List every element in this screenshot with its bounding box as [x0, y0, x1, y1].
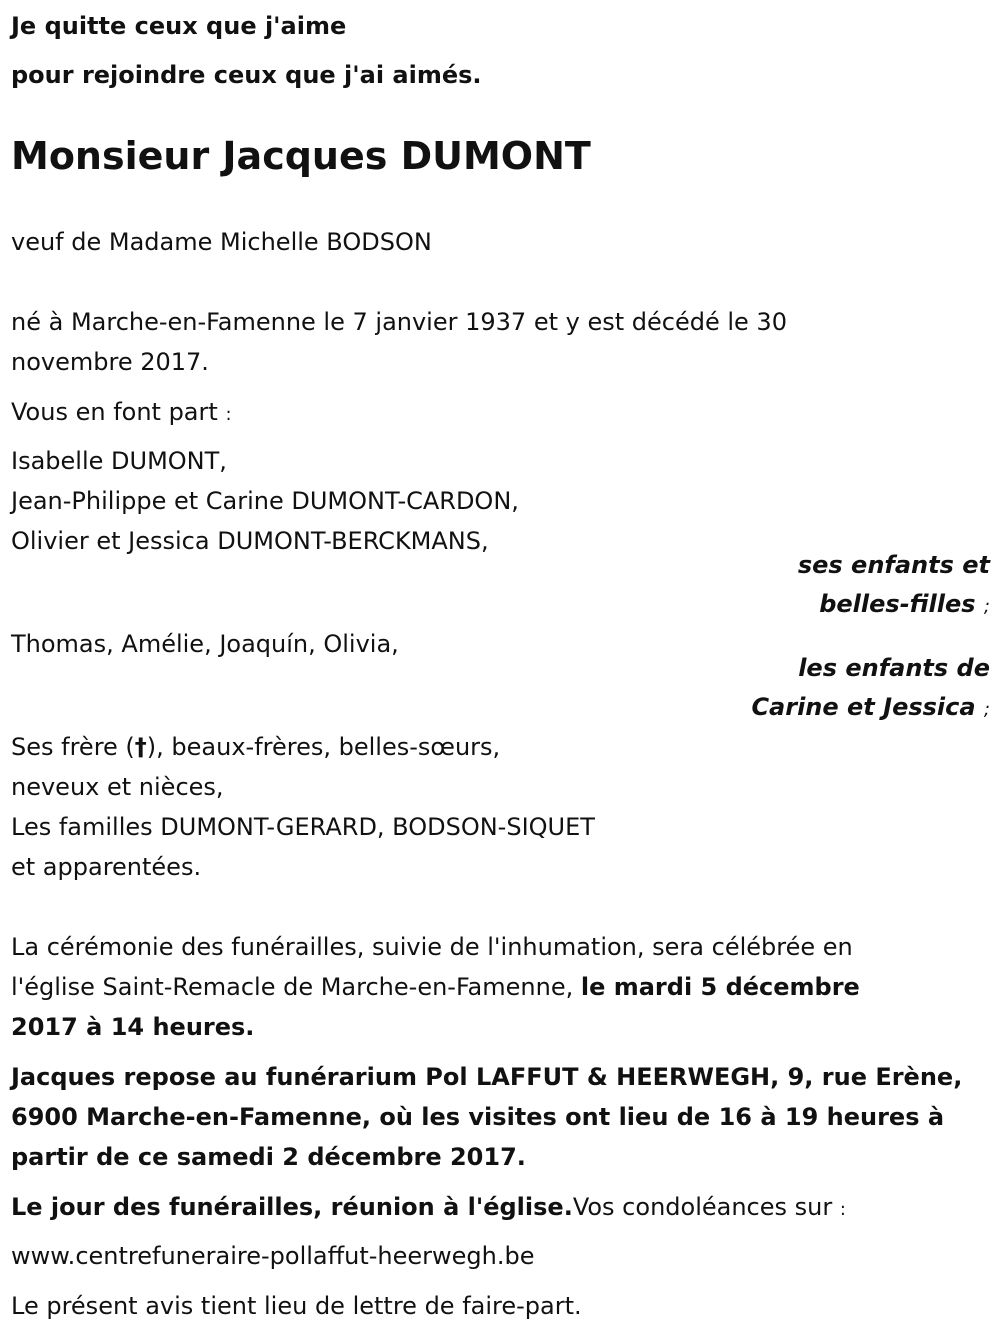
website-link[interactable]: www.centrefuneraire-pollaffut-heerwegh.be: [11, 1242, 535, 1270]
grandchildren-role-line-2: [751, 687, 990, 730]
birth-death-line-1: né à Marche-en-Famenne le 7 janvier 1937 et y est décédé le 30: [11, 308, 787, 336]
child-line-2: Jean-Philippe et Carine DUMONT-CARDON,: [11, 487, 519, 515]
ceremony-line-2: [11, 967, 860, 1007]
visitation-line-1: Jacques repose au funérarium Pol LAFFUT & HEERWEGH, 9, rue Erène,: [11, 1063, 963, 1091]
ceremony-line-3: 2017 à 14 heures.: [11, 1013, 255, 1041]
children-role-punct: ;: [983, 596, 990, 617]
child-line-1: Isabelle DUMONT,: [11, 447, 227, 475]
ceremony-date: le mardi 5 décembre: [580, 973, 860, 1001]
announce-intro-text: Vous en font part: [11, 398, 218, 426]
birth-death-line-2: novembre 2017.: [11, 348, 209, 376]
condolences-colon: :: [839, 1199, 846, 1220]
child-line-3: Olivier et Jessica DUMONT-BERCKMANS,: [11, 527, 489, 555]
children-role-line-2: [819, 584, 990, 627]
family-line-1-prefix: Ses frère (: [11, 733, 135, 761]
announce-colon: :: [225, 404, 232, 425]
family-line-4: et apparentées.: [11, 853, 202, 881]
epigraph-line-1: Je quitte ceux que j'aime: [11, 12, 347, 40]
cross-icon: †: [134, 733, 147, 761]
family-line-2: neveux et nièces,: [11, 773, 224, 801]
grandchildren-role-punct: ;: [983, 699, 990, 720]
funeral-day-bold: Le jour des funérailles, réunion à l'église.: [11, 1193, 573, 1221]
ceremony-line-1: La cérémonie des funérailles, suivie de l'inhumation, sera célébrée en: [11, 933, 853, 961]
closing-line: Le présent avis tient lieu de lettre de faire-part.: [11, 1292, 582, 1320]
family-line-1-suffix: ), beaux-frères, belles-sœurs,: [146, 733, 501, 761]
deceased-name: Monsieur Jacques DUMONT: [11, 134, 591, 178]
funeral-day-line: [11, 1187, 846, 1230]
visitation-line-2: 6900 Marche-en-Famenne, où les visites ont lieu de 16 à 19 heures à: [11, 1103, 945, 1131]
grandchildren-names: Thomas, Amélie, Joaquín, Olivia,: [11, 630, 399, 658]
widower-line: veuf de Madame Michelle BODSON: [11, 228, 432, 256]
children-role-line-1: ses enfants et: [797, 551, 990, 579]
family-line-3: Les familles DUMONT-GERARD, BODSON-SIQUET: [11, 813, 595, 841]
ceremony-line-2-normal: l'église Saint-Remacle de Marche-en-Famenne,: [11, 973, 574, 1001]
announce-intro: [11, 392, 232, 435]
family-line-1: [11, 727, 500, 767]
visitation-line-3: partir de ce samedi 2 décembre 2017.: [11, 1143, 526, 1171]
grandchildren-role-text: Carine et Jessica: [751, 693, 976, 721]
epigraph-line-2: pour rejoindre ceux que j'ai aimés.: [11, 61, 482, 89]
condolences-text: Vos condoléances sur: [572, 1193, 833, 1221]
grandchildren-role-line-1: les enfants de: [798, 654, 990, 682]
children-role-text: belles-filles: [819, 590, 976, 618]
